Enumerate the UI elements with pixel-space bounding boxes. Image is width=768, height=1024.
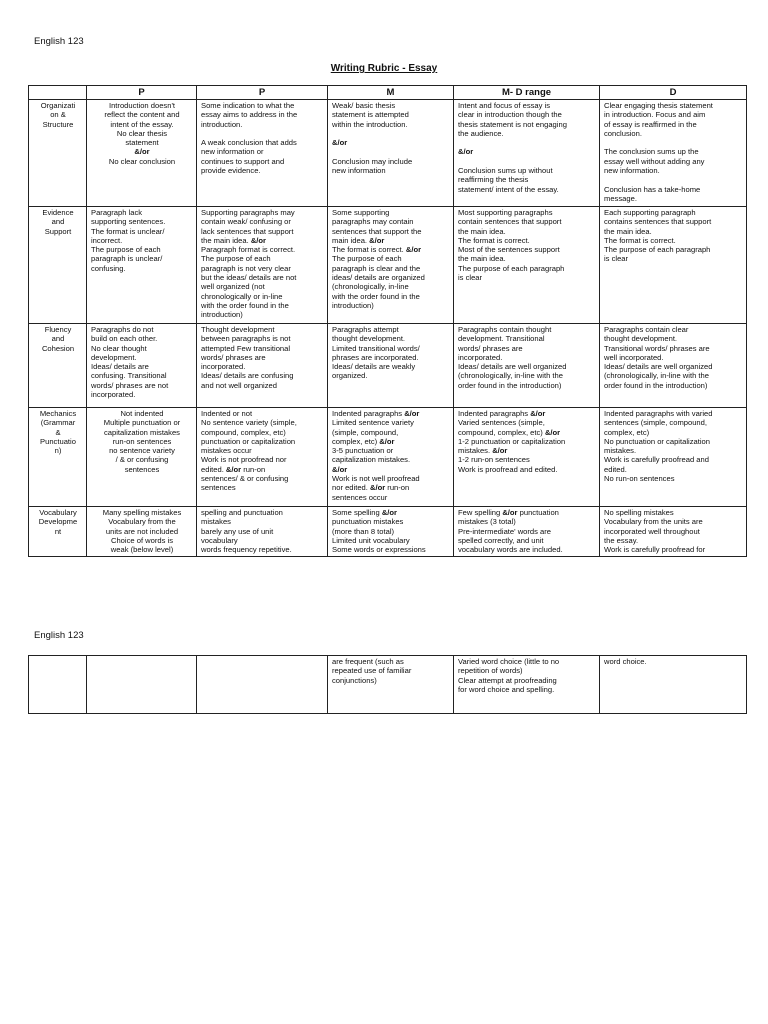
rubric-cell: Intent and focus of essay is clear in introduction though the thesis statement is not engaging the audience. &/or Conclusion sums up without reaffirming the thesis statement/ intent of the essay. bbox=[454, 100, 600, 207]
column-header-m: M bbox=[328, 86, 454, 100]
rubric-cell: Most supporting paragraphs contain sentences that support the main idea. The format is correct. Most of the sentences support the main idea. The purpose of each paragraph is clear bbox=[454, 207, 600, 324]
rubric-cell: Each supporting paragraph contains sentences that support the main idea. The format is correct. The purpose of each paragraph is clear bbox=[600, 207, 747, 324]
rubric-cell: Few spelling &/or punctuation mistakes (3 total) Pre-intermediate' words are spelled correctly, and unit vocabulary words are included. bbox=[454, 507, 600, 557]
row-fluency bbox=[29, 324, 747, 408]
rubric-cell bbox=[197, 656, 328, 714]
rubric-cell: Paragraph lack supporting sentences. The format is unclear/ incorrect. The purpose of each paragraph is unclear/ confusing. bbox=[87, 207, 197, 324]
and-or-connector: &/or bbox=[492, 446, 508, 456]
rubric-cell: Some supporting paragraphs may contain sentences that support the main idea. &/or The format is correct. &/or The purpose of each paragraph is clear and the ideas/ details are organized (chronologically, in-line with the order found in the introduction) bbox=[328, 207, 454, 324]
and-or-connector: &/or bbox=[332, 138, 348, 148]
and-or-connector: &/or bbox=[381, 508, 397, 517]
and-or-connector: &/or bbox=[404, 409, 420, 418]
and-or-connector: &/or bbox=[134, 147, 150, 157]
rubric-cell bbox=[29, 656, 87, 714]
rubric-table bbox=[28, 85, 747, 557]
rubric-cell: Paragraphs contain clear thought development. Transitional words/ phrases are well incorporated. Ideas/ details are well organized (chronologically, in-line with the order found in the introduction) bbox=[600, 324, 747, 408]
rubric-cell: Paragraphs attempt thought development. Limited transitional words/ phrases are incorporated. Ideas/ details are weakly organized. bbox=[328, 324, 454, 408]
and-or-connector: &/or bbox=[405, 245, 422, 255]
rubric-cell: Some indication to what the essay aims to address in the introduction. A weak conclusion that adds new information or continues to support and provide evidence. bbox=[197, 100, 328, 207]
rubric-cell: Some spelling &/or punctuation mistakes (more than 8 total) Limited unit vocabulary Some words or expressions bbox=[328, 507, 454, 557]
rubric-cell: Indented or not No sentence variety (simple, compound, complex, etc) punctuation or capitalization mistakes occur Work is not proofread nor edited. &/or run-on sentences/ & or confusing sentences bbox=[197, 408, 328, 507]
and-or-connector: &/or bbox=[502, 508, 518, 517]
and-or-connector: &/or bbox=[332, 464, 348, 474]
rubric-cell: Supporting paragraphs may contain weak/ confusing or lack sentences that support the main idea. &/or Paragraph format is correct. The purpose of each paragraph is not very clear but the ideas/ details are not well organized (not chronologically or in-line with the order found in the introduction) bbox=[197, 207, 328, 324]
row-evidence bbox=[29, 207, 747, 324]
rubric-cell: Indented paragraphs with varied sentences (simple, compound, complex, etc) No punctuation or capitalization mistakes. Work is carefully proofread and edited. No run-on sentences bbox=[600, 408, 747, 507]
course-label: English 123 bbox=[34, 36, 84, 47]
rubric-cell: Paragraphs do not build on each other. No clear thought development. Ideas/ details are confusing. Transitional words/ phrases are not incorporated. bbox=[87, 324, 197, 408]
row-category: Evidence and Support bbox=[29, 207, 87, 324]
rubric-cell bbox=[87, 656, 197, 714]
column-header-md: M- D range bbox=[454, 86, 600, 100]
rubric-cell: Clear engaging thesis statement in introduction. Focus and aim of essay is reaffirmed in the conclusion. The conclusion sums up the essay well without adding any new information. Conclusion has a take-home message. bbox=[600, 100, 747, 207]
rubric-cell: are frequent (such as repeated use of familiar conjunctions) bbox=[328, 656, 454, 714]
row-mechanics bbox=[29, 408, 747, 507]
column-header-d: D bbox=[600, 86, 747, 100]
and-or-connector: &/or bbox=[225, 464, 242, 474]
column-header-p2: P bbox=[197, 86, 328, 100]
rubric-cell: Indented paragraphs &/or Limited sentence variety (simple, compound, complex, etc) &/or 3-5 punctuation or capitalization mistakes. &/or Work is not well proofread nor edited. &/or run-on sentences occur bbox=[328, 408, 454, 507]
rubric-cell: Weak/ basic thesis statement is attempted within the introduction. &/or Conclusion may include new information bbox=[328, 100, 454, 207]
rubric-cell: word choice. bbox=[600, 656, 747, 714]
row-organization bbox=[29, 100, 747, 207]
column-header-p1: P bbox=[87, 86, 197, 100]
rubric-cell: Varied word choice (little to no repetition of words) Clear attempt at proofreading for word choice and spelling. bbox=[454, 656, 600, 714]
rubric-cell: Thought development between paragraphs is not attempted Few transitional words/ phrases are incorporated. Ideas/ details are confusing and not well organized bbox=[197, 324, 328, 408]
page-title: Writing Rubric - Essay bbox=[330, 63, 438, 74]
and-or-connector: &/or bbox=[530, 409, 546, 418]
rubric-cell: Indented paragraphs &/or Varied sentences (simple, compound, complex, etc) &/or 1-2 punctuation or capitalization mistakes. &/or 1-2 run-on sentences Work is proofread and edited. bbox=[454, 408, 600, 507]
row-category: Organizati on & Structure bbox=[29, 100, 87, 207]
column-header-blank bbox=[29, 86, 87, 100]
and-or-connector: &/or bbox=[379, 436, 395, 446]
rubric-cell: Paragraphs contain thought development. Transitional words/ phrases are incorporated. Ideas/ details are well organized (chronologically, in-line with the order found in the introduction) bbox=[454, 324, 600, 408]
and-or-connector: &/or bbox=[370, 483, 386, 493]
rubric-cell: No spelling mistakes Vocabulary from the units are incorporated well throughout the essay. Work is carefully proofread for bbox=[600, 507, 747, 557]
rubric-cell: Not indented Multiple punctuation or capitalization mistakes run-on sentences no sentence variety / & or confusing sentences bbox=[87, 408, 197, 507]
row-category: Fluency and Cohesion bbox=[29, 324, 87, 408]
and-or-connector: &/or bbox=[250, 235, 266, 245]
and-or-connector: &/or bbox=[369, 235, 385, 245]
rubric-table-continued bbox=[28, 655, 747, 714]
course-label-page2: English 123 bbox=[34, 630, 84, 641]
rubric-cell: Many spelling mistakes Vocabulary from the units are not included Choice of words is weak (below level) bbox=[87, 507, 197, 557]
row-category: Mechanics (Grammar & Punctuatio n) bbox=[29, 408, 87, 507]
rubric-cell: spelling and punctuation mistakes barely any use of unit vocabulary words frequency repetitive. bbox=[197, 507, 328, 557]
row-category: Vocabulary Developme nt bbox=[29, 507, 87, 557]
and-or-connector: &/or bbox=[544, 427, 561, 437]
rubric-cell: Introduction doesn't reflect the content and intent of the essay. No clear thesis statement &/or No clear conclusion bbox=[87, 100, 197, 207]
row-vocabulary-continued bbox=[29, 656, 747, 714]
and-or-connector: &/or bbox=[458, 147, 474, 157]
row-vocabulary bbox=[29, 507, 747, 557]
rubric-header-row bbox=[29, 86, 747, 100]
